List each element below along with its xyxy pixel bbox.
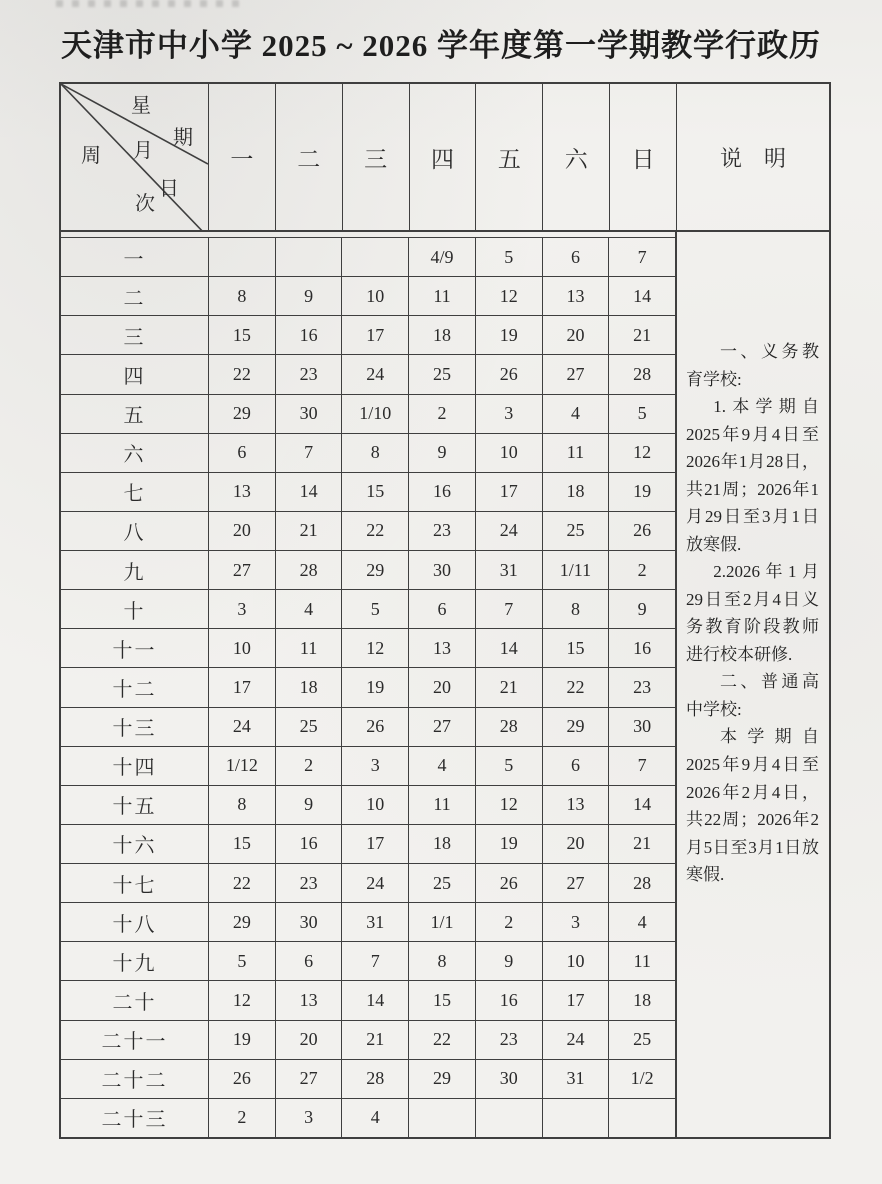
week-number-cell: 十一	[61, 629, 209, 667]
day-cell: 26	[476, 864, 543, 902]
day-cell: 5	[476, 238, 543, 276]
notes-paragraph: 2.2026年1月29日至2月4日义务教育阶段教师进行校本研修.	[686, 562, 819, 664]
table-header-row	[61, 84, 829, 232]
day-cell: 11	[633, 950, 651, 971]
week-number-cell: 四	[61, 355, 209, 393]
table-row	[61, 1060, 675, 1099]
day-cell: 1/10	[342, 395, 409, 433]
notes-paragraph: 1.本学期自2025年9月4日至2026年1月28日，共21周；2026年1月29日至3月1日放寒假.	[686, 397, 819, 554]
day-cell: 6	[209, 434, 276, 472]
day-cell: 11	[543, 434, 610, 472]
calendar-table	[59, 82, 831, 1139]
table-row	[61, 316, 675, 355]
day-cell: 20	[543, 316, 610, 354]
day-cell: 7	[476, 590, 543, 628]
table-row	[61, 395, 675, 434]
day-cell: 27	[276, 1060, 343, 1098]
day-cell	[276, 238, 343, 276]
weekday-header: 三	[343, 84, 410, 230]
corner-label-weekday-2: 期	[173, 127, 193, 149]
corner-label-date-1: 月	[133, 140, 153, 162]
day-cell: 27	[209, 551, 276, 589]
day-cell: 13	[409, 629, 476, 667]
day-cell: 18	[543, 473, 610, 511]
day-cell: 12	[476, 277, 543, 315]
day-cell: 23	[409, 512, 476, 550]
week-number-cell: 二	[61, 277, 209, 315]
day-cell: 7	[637, 755, 647, 776]
day-cell: 3	[209, 590, 276, 628]
day-cell: 8	[342, 434, 409, 472]
day-cell: 11	[409, 277, 476, 315]
day-cell: 25	[276, 708, 343, 746]
week-number-cell: 二十三	[61, 1099, 209, 1137]
day-cell: 10	[209, 629, 276, 667]
day-cell: 15	[209, 316, 276, 354]
weekday-header: 二	[276, 84, 343, 230]
day-cell: 17	[543, 981, 610, 1019]
corner-label-weekday-1: 星	[131, 95, 151, 117]
table-row	[61, 629, 675, 668]
day-cell: 1/1	[409, 903, 476, 941]
day-cell: 6	[543, 238, 610, 276]
week-number-cell: 三	[61, 316, 209, 354]
table-row	[61, 434, 675, 473]
table-row	[61, 512, 675, 551]
week-number-cell: 五	[61, 395, 209, 433]
week-number-cell: 十	[61, 590, 209, 628]
day-cell: 7	[637, 246, 647, 267]
table-row	[61, 668, 675, 707]
week-number-cell: 二十	[61, 981, 209, 1019]
week-number-cell: 十七	[61, 864, 209, 902]
day-cell: 9	[637, 598, 647, 619]
day-cell: 23	[276, 355, 343, 393]
day-cell: 11	[409, 786, 476, 824]
day-cell: 28	[476, 708, 543, 746]
corner-label-week-1: 周	[81, 145, 101, 167]
day-cell: 15	[209, 825, 276, 863]
day-cell: 27	[409, 708, 476, 746]
day-cell	[543, 1099, 610, 1137]
table-row	[61, 355, 675, 394]
day-cell: 14	[342, 981, 409, 1019]
day-cell: 10	[342, 277, 409, 315]
day-cell: 26	[476, 355, 543, 393]
day-cell: 19	[342, 668, 409, 706]
notes-paragraph: 本学期自2025年9月4日至2026年2月4日，共22周；2026年2月5日至3月1日放寒假.	[686, 727, 819, 885]
day-cell: 17	[342, 825, 409, 863]
day-cell: 26	[342, 708, 409, 746]
day-cell: 13	[543, 786, 610, 824]
day-cell: 3	[342, 747, 409, 785]
day-cell: 10	[342, 786, 409, 824]
day-cell: 8	[209, 277, 276, 315]
diagonal-corner-cell	[61, 84, 209, 230]
week-grid	[61, 232, 677, 1137]
day-cell: 18	[276, 668, 343, 706]
day-cell	[476, 1099, 543, 1137]
table-row	[61, 825, 675, 864]
day-cell: 28	[342, 1060, 409, 1098]
day-cell: 1/11	[543, 551, 610, 589]
day-cell: 24	[543, 1021, 610, 1059]
day-cell: 27	[543, 864, 610, 902]
day-cell: 30	[276, 903, 343, 941]
day-cell: 4	[342, 1099, 409, 1137]
day-cell: 24	[342, 355, 409, 393]
notes-paragraph: 二、普通高中学校:	[686, 672, 819, 719]
table-row	[61, 981, 675, 1020]
day-cell: 14	[633, 794, 652, 815]
day-cell: 12	[209, 981, 276, 1019]
day-cell: 7	[342, 942, 409, 980]
day-cell: 1/2	[630, 1068, 654, 1089]
day-cell: 2	[276, 747, 343, 785]
day-cell: 19	[209, 1021, 276, 1059]
day-cell: 29	[409, 1060, 476, 1098]
day-cell: 14	[276, 473, 343, 511]
day-cell: 20	[276, 1021, 343, 1059]
week-number-cell: 七	[61, 473, 209, 511]
day-cell	[342, 238, 409, 276]
scan-artifact	[56, 0, 246, 7]
day-cell: 22	[409, 1021, 476, 1059]
day-cell: 16	[409, 473, 476, 511]
week-number-cell: 十三	[61, 708, 209, 746]
day-cell: 12	[342, 629, 409, 667]
day-cell: 3	[276, 1099, 343, 1137]
day-cell: 18	[633, 989, 652, 1010]
day-cell: 7	[276, 434, 343, 472]
day-cell: 26	[209, 1060, 276, 1098]
day-cell: 31	[476, 551, 543, 589]
table-row	[61, 473, 675, 512]
notes-cell	[677, 232, 829, 1137]
day-cell: 5	[342, 590, 409, 628]
day-cell: 27	[543, 355, 610, 393]
day-cell: 3	[476, 395, 543, 433]
day-cell	[609, 1099, 675, 1137]
day-cell: 22	[209, 355, 276, 393]
day-cell: 3	[543, 903, 610, 941]
table-body	[61, 232, 829, 1137]
table-row	[61, 551, 675, 590]
weekday-header: 六	[543, 84, 610, 230]
week-number-cell: 八	[61, 512, 209, 550]
week-number-cell: 十六	[61, 825, 209, 863]
day-cell: 16	[276, 825, 343, 863]
day-cell: 10	[543, 942, 610, 980]
week-number-cell: 十九	[61, 942, 209, 980]
table-row	[61, 903, 675, 942]
day-cell: 6	[276, 942, 343, 980]
day-cell: 5	[476, 747, 543, 785]
day-cell: 21	[633, 833, 652, 854]
table-row	[61, 237, 675, 277]
week-number-cell: 十八	[61, 903, 209, 941]
day-cell: 25	[409, 355, 476, 393]
day-cell: 31	[342, 903, 409, 941]
day-cell: 12	[476, 786, 543, 824]
corner-label-week-2: 次	[135, 193, 155, 215]
day-cell	[209, 238, 276, 276]
day-cell: 9	[476, 942, 543, 980]
corner-label-date-2: 日	[159, 178, 179, 200]
day-cell: 2	[637, 559, 647, 580]
day-cell: 22	[209, 864, 276, 902]
week-number-cell: 十五	[61, 786, 209, 824]
day-cell: 15	[543, 629, 610, 667]
day-cell: 29	[209, 395, 276, 433]
day-cell: 25	[543, 512, 610, 550]
day-cell: 17	[476, 473, 543, 511]
weekday-header: 日	[610, 84, 677, 230]
weekday-header: 一	[209, 84, 276, 230]
day-cell: 20	[543, 825, 610, 863]
day-cell: 4/9	[409, 238, 476, 276]
day-cell: 21	[276, 512, 343, 550]
day-cell: 25	[633, 1029, 652, 1050]
table-row	[61, 1021, 675, 1060]
table-row	[61, 942, 675, 981]
day-cell: 2	[476, 903, 543, 941]
day-cell: 16	[633, 637, 652, 658]
notes-paragraph: 一、义务教育学校:	[686, 342, 819, 389]
day-cell: 2	[409, 395, 476, 433]
day-cell: 18	[409, 316, 476, 354]
day-cell: 29	[342, 551, 409, 589]
day-cell: 9	[276, 786, 343, 824]
week-number-cell: 十二	[61, 668, 209, 706]
day-cell: 21	[633, 324, 652, 345]
day-cell: 4	[637, 911, 647, 932]
day-cell: 5	[637, 403, 647, 424]
week-number-cell: 九	[61, 551, 209, 589]
table-row	[61, 786, 675, 825]
day-cell: 18	[409, 825, 476, 863]
day-cell: 30	[476, 1060, 543, 1098]
week-number-cell: 六	[61, 434, 209, 472]
weekday-header: 四	[410, 84, 477, 230]
day-cell: 15	[409, 981, 476, 1019]
weekday-header: 五	[476, 84, 543, 230]
notes-header: 说 明	[720, 145, 787, 171]
day-cell: 13	[543, 277, 610, 315]
day-cell: 19	[476, 316, 543, 354]
table-row	[61, 747, 675, 786]
day-cell: 23	[633, 676, 652, 697]
week-number-cell: 二十一	[61, 1021, 209, 1059]
day-cell: 4	[543, 395, 610, 433]
day-cell: 13	[276, 981, 343, 1019]
day-cell: 26	[633, 520, 652, 541]
day-cell: 17	[342, 316, 409, 354]
day-cell: 15	[342, 473, 409, 511]
day-cell: 30	[276, 395, 343, 433]
day-cell: 14	[633, 285, 652, 306]
day-cell: 19	[633, 481, 652, 502]
day-cell: 1/12	[209, 747, 276, 785]
day-cell: 29	[209, 903, 276, 941]
table-row	[61, 590, 675, 629]
day-cell: 9	[409, 434, 476, 472]
day-cell: 30	[633, 716, 652, 737]
week-number-cell: 十四	[61, 747, 209, 785]
day-cell: 4	[409, 747, 476, 785]
day-cell: 28	[633, 363, 652, 384]
day-cell: 11	[276, 629, 343, 667]
day-cell: 23	[276, 864, 343, 902]
day-cell: 20	[409, 668, 476, 706]
day-cell: 9	[276, 277, 343, 315]
page-title: 天津市中小学 2025 ~ 2026 学年度第一学期教学行政历	[60, 28, 822, 63]
table-row	[61, 708, 675, 747]
day-cell: 6	[409, 590, 476, 628]
day-cell: 29	[543, 708, 610, 746]
day-cell: 20	[209, 512, 276, 550]
day-cell: 12	[633, 442, 652, 463]
day-cell: 28	[633, 872, 652, 893]
day-cell: 8	[543, 590, 610, 628]
day-cell: 14	[476, 629, 543, 667]
week-number-cell: 二十二	[61, 1060, 209, 1098]
day-cell: 31	[543, 1060, 610, 1098]
day-cell: 6	[543, 747, 610, 785]
table-row	[61, 1099, 675, 1137]
day-cell: 25	[409, 864, 476, 902]
day-cell: 23	[476, 1021, 543, 1059]
day-cell: 5	[209, 942, 276, 980]
day-cell: 16	[476, 981, 543, 1019]
day-cell: 24	[342, 864, 409, 902]
table-row	[61, 864, 675, 903]
week-number-cell: 一	[61, 238, 209, 276]
day-cell: 28	[276, 551, 343, 589]
day-cell: 16	[276, 316, 343, 354]
day-cell: 24	[476, 512, 543, 550]
day-cell: 8	[209, 786, 276, 824]
day-cell: 10	[476, 434, 543, 472]
day-cell: 21	[476, 668, 543, 706]
table-row	[61, 277, 675, 316]
day-cell: 22	[342, 512, 409, 550]
day-cell: 13	[209, 473, 276, 511]
day-cell: 4	[276, 590, 343, 628]
day-cell	[409, 1099, 476, 1137]
day-cell: 19	[476, 825, 543, 863]
day-cell: 22	[543, 668, 610, 706]
day-cell: 17	[209, 668, 276, 706]
day-cell: 2	[209, 1099, 276, 1137]
day-cell: 24	[209, 708, 276, 746]
day-cell: 8	[409, 942, 476, 980]
day-cell: 21	[342, 1021, 409, 1059]
day-cell: 30	[409, 551, 476, 589]
